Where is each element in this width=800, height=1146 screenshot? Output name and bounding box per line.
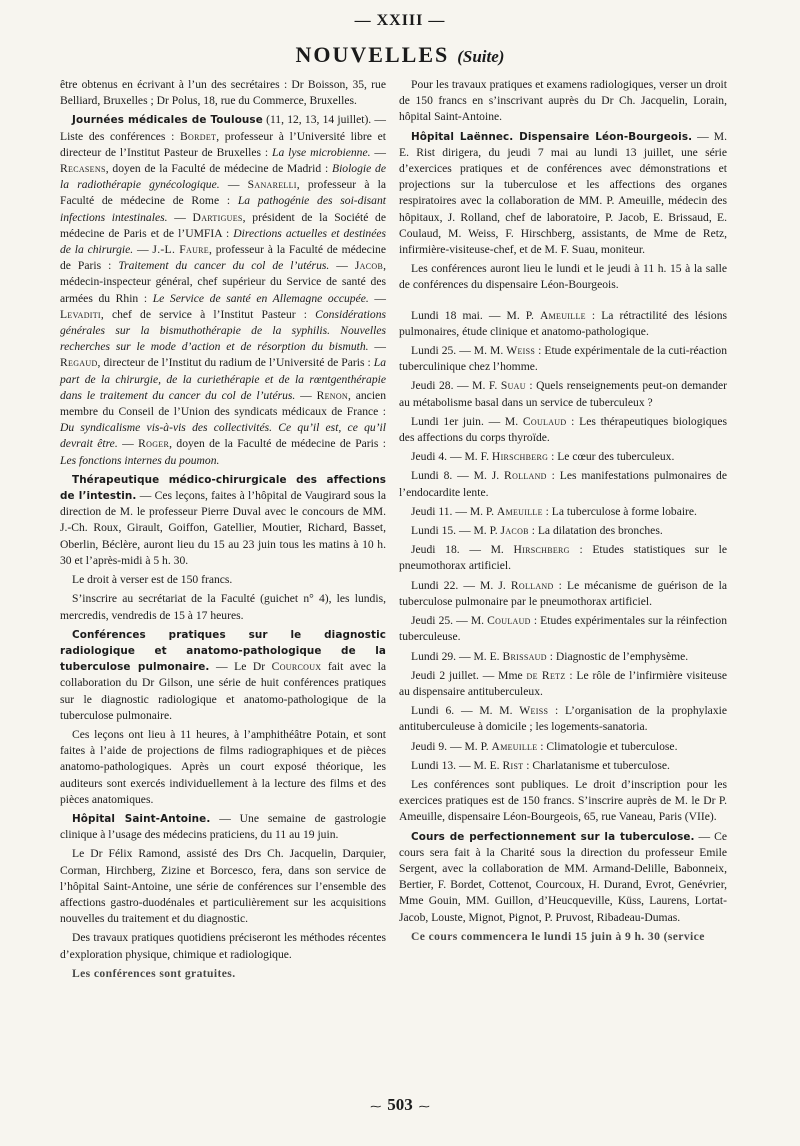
schedule-date: Jeudi 28. — M. F. (411, 379, 501, 393)
schedule-topic: : Les manifestations pulmonaires de l’endocardite lente. (399, 469, 728, 499)
schedule-entry (399, 343, 727, 375)
schedule-speaker: Rist (502, 758, 524, 772)
schedule-topic: : Etudes statistiques sur le pneumothorax artificiel. (399, 543, 727, 573)
conferences-heading: Conférences pratiques sur le diagnostic radiologique et anatomo-pathologique de la tuberculose pulmonaire. (60, 628, 386, 674)
schedule-entry (399, 504, 727, 520)
therapeutique-notice: Thérapeutique médico-chirurgicale des affections de l’intestin. — Ces leçons, faites à l’hôpital de Vaugirard sous la direction de M. le professeur Pierre Duval avec le concours de MM. J.-Ch. Roux, Girault, Goiffon, Gatellier, Moutier, Richard, Basset, Oberlin, Béclère, auront lieu du 15 au 23 juin tous les matins à 10 h. 30 et l’après-midi à 5 h. 30. (60, 473, 386, 567)
running-head: — XXIII — (354, 12, 446, 29)
saint-antoine-heading: Hôpital Saint-Antoine. (72, 812, 211, 825)
schedule-date: Jeudi 18. — M. (411, 543, 514, 557)
page-title (0, 42, 800, 68)
schedule-date: Jeudi 4. — M. F. (411, 450, 492, 464)
left-column (60, 77, 386, 985)
schedule-topic: : Charlatanisme et tuberculose. (523, 758, 670, 772)
schedule-topic: : Les thérapeutiques biologiques des affections du corps thyroïde. (399, 414, 727, 445)
schedule-entry (399, 542, 727, 574)
schedule-entry (399, 668, 727, 700)
schedule-date: Lundi 25. — M. M. (411, 344, 507, 358)
schedule-date: Lundi 22. — M. J. (411, 578, 511, 592)
schedule-topic: : La tuberculose à forme lobaire. (542, 504, 697, 518)
schedule-entry (399, 378, 727, 410)
section-title-suite: (Suite) (457, 47, 505, 66)
saint-antoine-free: Les conférences sont gratuites. (72, 966, 236, 980)
folio-number: 503 (387, 1095, 413, 1114)
schedule-speaker: Coulaud (522, 414, 567, 428)
schedule-speaker: Ameuille (496, 504, 543, 518)
saint-antoine-program: Le Dr Félix Ramond, assisté des Drs Ch. Jacquelin, Darquier, Corman, Hirchberg, Zizine et Borcesco, fera, dans son service de l’hôpital Saint-Antoine, une série de conférences sur l’ensemble des affections gastro-duodénales et particulièrement sur les acquisitions nouvelles du traitement et du diagnostic. (60, 847, 386, 926)
continuation-paragraph: être obtenus en écrivant à l’un des secrétaires : Dr Boisson, 35, rue Belliard, Bruxelles ; Dr Polus, 18, rue du Commerce, Bruxelles. (60, 78, 386, 108)
schedule-date: Jeudi 2 juillet. — Mme (411, 668, 527, 682)
schedule-entry (399, 308, 727, 340)
schedule-speaker: Ameuille (491, 739, 538, 753)
schedule-speaker: Rolland (510, 578, 554, 592)
cours-notice: Cours de perfectionnement sur la tuberculose. — Ce cours sera fait à la Charité sous la direction du professeur Emile Sergent, avec la collaboration de MM. Armand-Delille, Babonneix, Bertier, F. Bordet, Cottenot, Courcoux, H. Durand, Evrot, Genévrier, Mme Gouin, MM. Guillon, d’Heucqueville, Küss, Laurens, Lortat-Jacob, Louste, Mignot, Pignot, P. Pruvost, Ribadeau-Dumas. (399, 829, 727, 924)
schedule-date: Lundi 18 mai. — M. P. (411, 308, 540, 322)
schedule-date: Lundi 15. — M. P. (411, 524, 501, 538)
schedule-entry (399, 468, 727, 500)
schedule-entry (399, 613, 727, 645)
schedule-speaker: Weiss (519, 704, 549, 718)
schedule-entry (399, 449, 727, 465)
schedule-date: Lundi 1er juin. — M. (411, 414, 523, 428)
schedule-topic: : Climatologie et tuberculose. (537, 739, 678, 753)
schedule-topic: : Le mécanisme de guérison de la tuberculose pulmonaire par le pneumothorax artificiel. (399, 578, 727, 608)
conferences-notice: Conférences pratiques sur le diagnostic radiologique et anatomo-pathologique de la tuberculose pulmonaire. — Le Dr Courcoux fait avec la collaboration du Dr Gilson, une série de huit conférences pratiques sur le diagnostic radiologique et anatomo-pathologique de la tuberculose pulmonaire. (60, 628, 386, 722)
schedule-entry (399, 739, 727, 755)
schedule-speaker: Rolland (504, 469, 547, 483)
toulouse-notice: Journées médicales de Toulouse (11, 12, 13, 14 juillet). — Liste des conférences : Bordet, professeur à l’Université libre et directeur de l’Institut Pasteur de Bruxelles : La lyse microbienne. — Recasens, doyen de la Faculté de médecine de Madrid : Biologie de la radiothérapie gynécologique. — Sanarelli, professeur à la Faculté de médecine de Rome : La pathogénie des soi-disant infections intestinales. — Dartigues, président de la Société de médecine de Paris et de l’UMFIA : Directions actuelles et destinées de la chirurgie. — J.-L. Faure, professeur à la Faculté de médecine de Paris : Traitement du cancer du col de l’utérus. — Jacob, médecin-inspecteur général, chef supérieur du Service de santé des armées du Rhin : Le Service de santé en Allemagne occupée. — Levaditi, chef de service à l’Institut Pasteur : Considérations générales sur la bismuthothérapie de la syphilis. Nouvelles recherches sur le mode d’action et de résorption du bismuth. — Regaud, directeur de l’Institut du radium de l’Université de Paris : La part de la chirurgie, de la curiethérapie et de la rœntgenthérapie dans le traitement du cancer du col de l’utérus. — Renon, ancien membre du Conseil de l’Union des syndicats médicaux de France : Du syndicalisme vis-à-vis des collectivités. Ce qu’il est, ce qu’il devrait être. — Roger, doyen de la Faculté de médecine de Paris : Les fonctions internes du poumon. (60, 113, 387, 467)
schedule-date: Jeudi 11. — M. P. (411, 504, 497, 518)
ornament-left: ⁓ (370, 1101, 382, 1113)
ornament-right: ⁓ (418, 1101, 430, 1113)
schedule-topic: : Quels renseignements peut-on demander au métabolisme basal dans un service de tuberculeux ? (399, 379, 727, 409)
laennec-notice: Hôpital Laënnec. Dispensaire Léon-Bourgeois. — M. E. Rist dirigera, du jeudi 7 mai au lundi 13 juillet, une série d’exercices pratiques et de conférences avec démonstrations et projections sur la tuberculose et les affections des organes respiratoires avec la collaboration de MM. P. Ameuille, médecin des hôpitaux, J. Rolland, chef de laboratoire, P. Jacob, E. Brissaud, E. Coulaud, M. Weiss, F. Hirschberg, assistants, de Mme de Retz, infirmière-visiteuse-chef, et de M. F. Suau, moniteur. (399, 129, 727, 257)
schedule-topic: : Etudes expérimentales sur la réinfection tuberculeuse. (399, 614, 728, 644)
schedule-entry (399, 523, 727, 539)
schedule-topic: : La dilatation des bronches. (528, 524, 663, 538)
schedule-date: Lundi 13. — M. E. (411, 758, 503, 772)
laennec-heading: Hôpital Laënnec. Dispensaire Léon-Bourgeois. (411, 130, 693, 143)
schedule-topic: : La rétractilité des lésions pulmonaires, étude clinique et anatomo-pathologique. (399, 308, 727, 338)
conferences-details: Ces leçons ont lieu à 11 heures, à l’amphithéâtre Potain, et sont faites à l’aide de projections de films radiographiques et de pièces anatomo-pathologiques. Après un court exposé théorique, les auditeurs sont exercés individuellement à la lecture des films et des pièces anatomiques. (60, 727, 386, 806)
schedule-speaker: Weiss (506, 344, 536, 358)
right-column (399, 77, 727, 948)
saint-antoine-notice: Hôpital Saint-Antoine. — Une semaine de gastrologie clinique à l’usage des médecins praticiens, du 11 au 19 juin. (60, 811, 386, 842)
schedule-speaker: Hirschberg (513, 543, 570, 557)
section-title: NOUVELLES (295, 42, 450, 67)
schedule-topic: : Le cœur des tuberculeux. (548, 450, 675, 464)
cours-heading: Cours de perfectionnement sur la tuberculose. (411, 830, 695, 843)
schedule-date: Lundi 29. — M. E. (411, 649, 503, 663)
therapeutique-heading: Thérapeutique médico-chirurgicale des affections de l’intestin. (60, 473, 386, 503)
registration-paragraph: Les conférences sont publiques. Le droit d’inscription pour les exercices pratiques est de 150 francs. S’inscrire auprès de M. le Dr P. Ameuille, dispensaire Léon-Bourgeois, 65, rue Vaneau, Paris (VIIe). (399, 777, 727, 824)
schedule-date: Jeudi 25. — M. (411, 614, 488, 628)
schedule-speaker: Ameuille (539, 308, 586, 322)
schedule-speaker: Coulaud (487, 614, 531, 628)
schedule-date: Lundi 8. — M. J. (411, 469, 505, 483)
laennec-schedule-intro: Les conférences auront lieu le lundi et le jeudi à 11 h. 15 à la salle de conférences du dispensaire Léon-Bourgeois. (399, 262, 727, 292)
schedule-topic: : Etude expérimentale de la cuti-réaction tuberculinique chez l’homme. (399, 344, 727, 374)
schedule-speaker: Brissaud (502, 649, 547, 663)
schedule-entry (399, 578, 727, 610)
radiology-fee-paragraph: Pour les travaux pratiques et examens radiologiques, verser un droit de 150 francs en s’inscrivant auprès du Dr Ch. Jacquelin, Lorain, hôpital Saint-Antoine. (399, 78, 727, 124)
lecture-schedule (399, 308, 727, 774)
schedule-speaker: de Retz (526, 668, 566, 682)
schedule-entry (399, 414, 727, 446)
schedule-date: Jeudi 9. — M. P. (411, 739, 492, 753)
schedule-topic: : L’organisation de la prophylaxie antituberculeuse à domicile ; les logements-sanatoria. (399, 704, 727, 734)
schedule-speaker: Hirschberg (491, 450, 549, 464)
page-number (0, 1095, 800, 1115)
saint-antoine-practicals: Des travaux pratiques quotidiens préciseront les méthodes récentes d’exploration physique, chimique et radiologique. (60, 931, 386, 961)
therapeutique-fee: Le droit à verser est de 150 francs. (72, 573, 233, 587)
schedule-speaker: Jacob (500, 524, 529, 538)
toulouse-heading: Journées médicales de Toulouse (72, 114, 263, 127)
schedule-topic: : Diagnostic de l’emphysème. (546, 649, 689, 663)
schedule-topic: : Le rôle de l’infirmière visiteuse au dispensaire antituberculeux. (399, 668, 727, 698)
therapeutique-registration: S’inscrire au secrétariat de la Faculté (guichet n° 4), les lundis, mercredis, vendredis de 15 à 17 heures. (60, 592, 386, 622)
cours-start: Ce cours commencera le lundi 15 juin à 9 h. 30 (service (411, 929, 705, 943)
schedule-entry (399, 758, 727, 774)
schedule-entry (399, 703, 727, 735)
schedule-date: Lundi 6. — M. M. (411, 704, 520, 718)
schedule-entry (399, 649, 727, 665)
schedule-speaker: Suau (500, 379, 526, 393)
